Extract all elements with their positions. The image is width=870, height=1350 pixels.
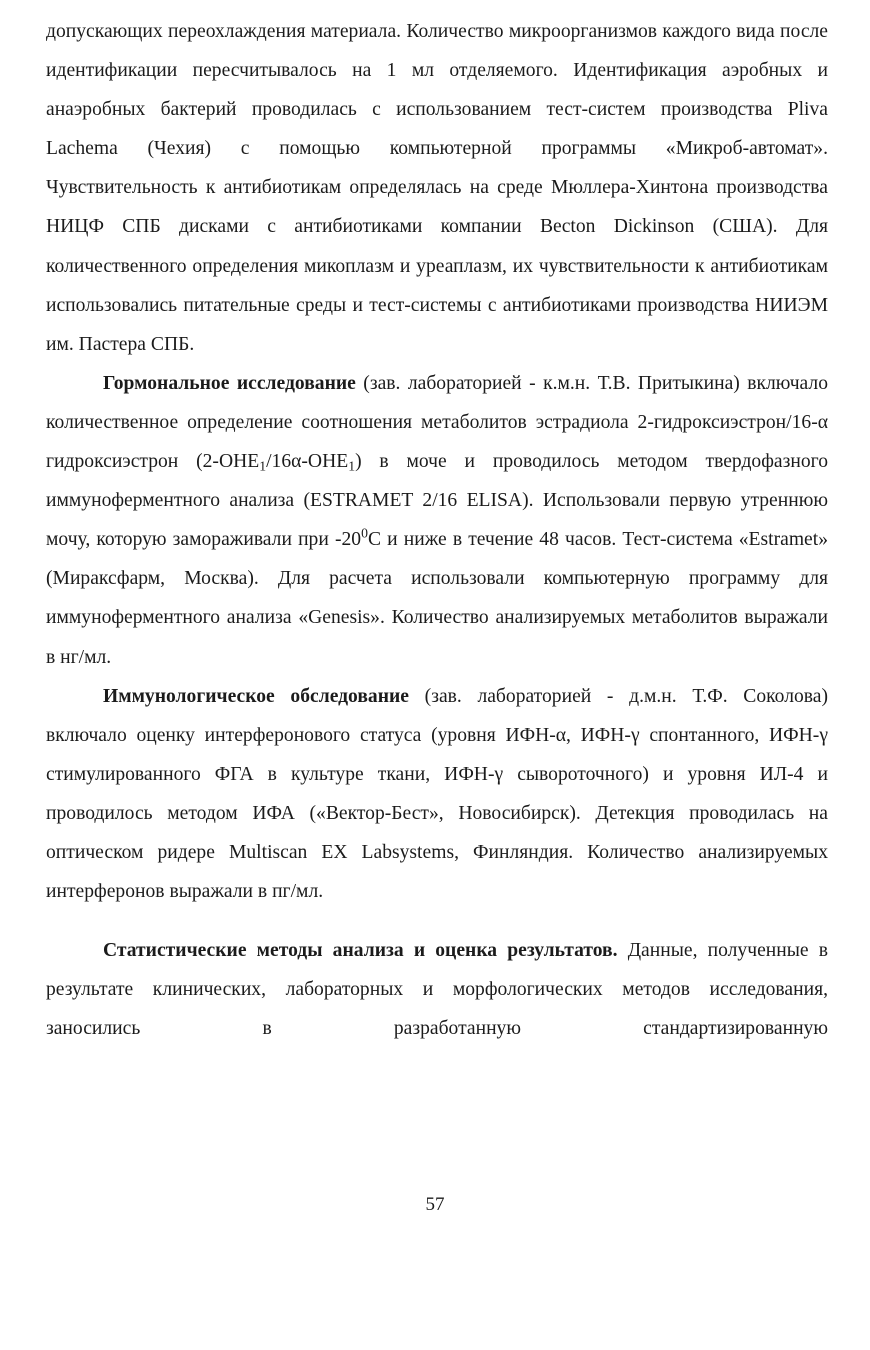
degree-superscript: 0	[361, 525, 368, 541]
paragraph-immunological-study	[46, 677, 828, 912]
statistical-text: Данные, полученные в результате клинических, лабораторных и морфологических методов исследования, заносились в разработанную стандартизированную	[46, 940, 829, 1040]
heading-immunological-study: Иммунологическое обследование	[103, 685, 410, 707]
subscript-2: 1	[348, 458, 356, 474]
hormonal-text-a: (зав. лабораторией - к.м.н. Т.В. Притыкина) включало количественное определение соотношения метаболитов эстрадиола 2-гидроксиэстрон/16-α гидроксиэстрон (2-OHE	[46, 372, 828, 473]
paragraph-statistical-methods	[46, 931, 828, 1048]
hormonal-text-c: ) в моче и проводилось методом твердофазного иммуноферментного анализа (ESTRAMET 2/16 ELISA). Использовали первую утреннюю мочу, которую замораживали при -20	[46, 451, 828, 551]
heading-statistical-methods: Статистические методы анализа и оценка результатов.	[103, 940, 618, 962]
paragraph-microbiology-methods: допускающих переохлаждения материала. Количество микроорганизмов каждого вида после идентификации пересчитывалось на 1 мл отделяемого. Идентификация аэробных и анаэробных бактерий проводилась с использованием тест-систем производства Pliva Lachema (Чехия) с помощью компьютерной программы «Микроб-автомат». Чувствительность к антибиотикам определялась на среде Мюллера-Хинтона производства НИЦФ СПБ дисками с антибиотиками компании Becton Dickinson (США). Для количественного определения микоплазм и уреаплазм, их чувствительности к антибиотикам использовались питательные среды и тест-системы с антибиотиками производства НИИЭМ им. Пастера СПБ.	[46, 21, 828, 355]
hormonal-text-d: С и ниже в течение 48 часов. Тест-система «Estramet» (Мираксфарм, Москва). Для расчета использовали компьютерную программу для иммуноферментного анализа «Genesis». Количество анализируемых метаболитов выражали в нг/мл.	[46, 529, 828, 668]
heading-hormonal-study: Гормональное исследование	[103, 372, 356, 394]
immunological-text: (зав. лабораторией - д.м.н. Т.Ф. Соколова) включало оценку интерферонового статуса (уровня ИФН-α, ИФН-γ спонтанного, ИФН-γ стимулированного ФГА в культуре ткани, ИФН-γ сывороточного) и уровня ИЛ-4 и проводилось методом ИФА («Вектор-Бест», Новосибирск). Детекция проводилась на оптическом ридере Multiscan EX Labsystems, Финляндия. Количество анализируемых интерферонов выражали в пг/мл.	[46, 685, 828, 903]
paragraph-hormonal-study	[46, 364, 828, 677]
subscript-1: 1	[259, 458, 267, 474]
document-page	[46, 12, 828, 1048]
hormonal-text-b: /16α-OHE	[266, 451, 349, 473]
page-number: 57	[425, 1194, 445, 1215]
